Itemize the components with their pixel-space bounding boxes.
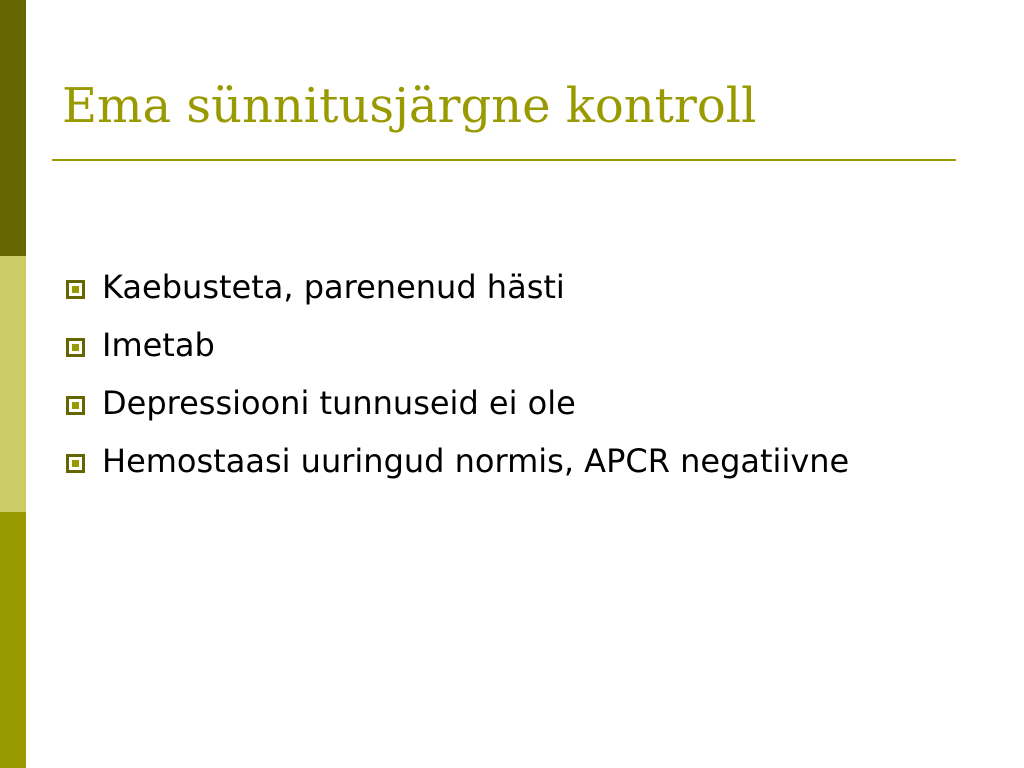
side-bar-olive — [0, 512, 26, 768]
side-bar-dark — [0, 0, 26, 256]
bullet-text: Hemostaasi uuringud normis, APCR negatiivne — [102, 442, 850, 480]
bullet-item — [66, 322, 946, 368]
bullet-item — [66, 264, 946, 310]
bullet-text: Kaebusteta, parenenud hästi — [102, 268, 565, 306]
bullet-list — [66, 264, 946, 496]
square-bullet-icon — [66, 454, 85, 473]
slide-title: Ema sünnitusjärgne kontroll — [62, 78, 757, 134]
bullet-item — [66, 438, 946, 484]
bullet-item — [66, 380, 946, 426]
bullet-text: Depressiooni tunnuseid ei ole — [102, 384, 576, 422]
title-underline — [52, 159, 956, 161]
square-bullet-icon — [66, 280, 85, 299]
square-bullet-icon — [66, 396, 85, 415]
side-bar-light — [0, 256, 26, 512]
bullet-text: Imetab — [102, 326, 215, 364]
square-bullet-icon — [66, 338, 85, 357]
